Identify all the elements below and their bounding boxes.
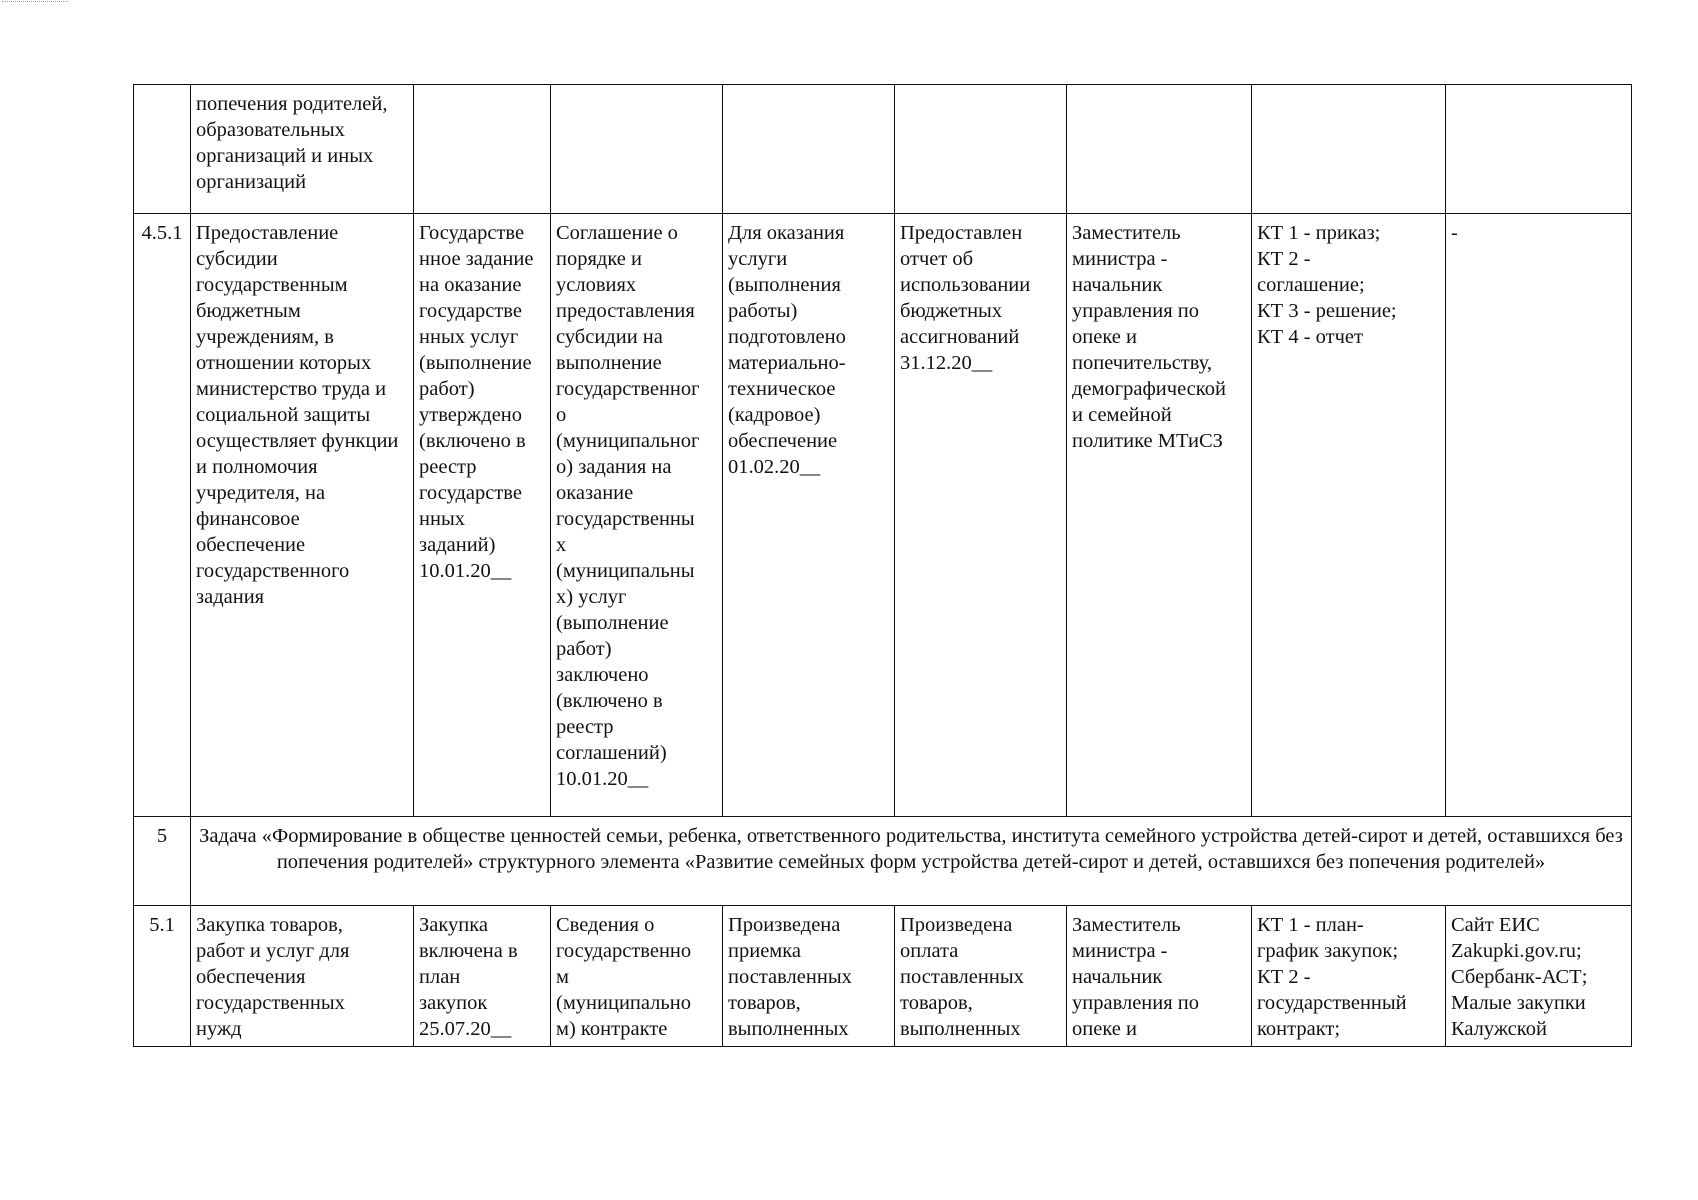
control-point-3-cell [723,85,895,214]
row-number-cell [134,85,191,214]
row-number-cell: 5 [134,817,191,906]
responsible-cell [1067,85,1252,214]
event-name-cell: попечения родителей, образовательных организаций и иных организаций [191,85,414,214]
control-point-1-cell: Закупка включена в план закупок 25.07.20__ [414,906,551,1047]
responsible-cell: Заместитель министра - начальник управления по опеке и [1067,906,1252,1047]
document-type-cell: КТ 1 - приказ; КТ 2 - соглашение; КТ 3 - решение; КТ 4 - отчет [1252,214,1446,817]
control-point-2-cell: Сведения о государственно м (муниципально м) контракте [551,906,723,1047]
control-point-1-cell: Государстве нное задание на оказание государстве нных услуг (выполнение работ) утверждено (включено в реестр государстве нных заданий) 10.01.20__ [414,214,551,817]
document-type-cell: КТ 1 - план- график закупок; КТ 2 - государственный контракт; [1252,906,1446,1047]
control-point-3-cell: Произведена приемка поставленных товаров, выполненных [723,906,895,1047]
info-system-cell [1446,85,1632,214]
event-name-cell: Предоставление субсидии государственным бюджетным учреждениям, в отношении которых министерство труда и социальной защиты осуществляет функции и полномочия учредителя, на финансовое обеспечение государственного задания [191,214,414,817]
control-point-2-cell [551,85,723,214]
plan-table [133,84,1632,1047]
row-number-cell: 4.5.1 [134,214,191,817]
info-system-cell: - [1446,214,1632,817]
event-name-cell: Закупка товаров, работ и услуг для обеспечения государственных нужд [191,906,414,1047]
control-point-4-cell: Предоставлен отчет об использовании бюджетных ассигнований 31.12.20__ [895,214,1067,817]
control-point-1-cell [414,85,551,214]
control-point-4-cell [895,85,1067,214]
responsible-cell: Заместитель министра - начальник управления по опеке и попечительству, демографической и семейной политике МТиСЗ [1067,214,1252,817]
control-point-2-cell: Соглашение о порядке и условиях предоставления субсидии на выполнение государственног о (муниципальног о) задания на оказание государственны х (муниципальны х) услуг (выполнение работ) заключено (включено в реестр соглашений) 10.01.20__ [551,214,723,817]
table-row-continuation [134,85,1632,214]
table-row-4-5-1 [134,214,1632,817]
control-point-4-cell: Произведена оплата поставленных товаров, выполненных [895,906,1067,1047]
task-heading-cell: Задача «Формирование в обществе ценностей семьи, ребенка, ответственного родительства, института семейного устройства детей-сирот и детей, оставшихся без попечения родителей» структурного элемента «Развитие семейных форм устройства детей-сирот и детей, оставшихся без попечения родителей» [191,817,1632,906]
row-number-cell: 5.1 [134,906,191,1047]
control-point-3-cell: Для оказания услуги (выполнения работы) подготовлено материально- техническое (кадровое) обеспечение 01.02.20__ [723,214,895,817]
table-row-5-1 [134,906,1632,1047]
table-row-task-5 [134,817,1632,906]
info-system-cell: Сайт ЕИС Zakupki.gov.ru; Сбербанк-АСТ; Малые закупки Калужской [1446,906,1632,1047]
document-type-cell [1252,85,1446,214]
scan-mark [2,1,68,6]
